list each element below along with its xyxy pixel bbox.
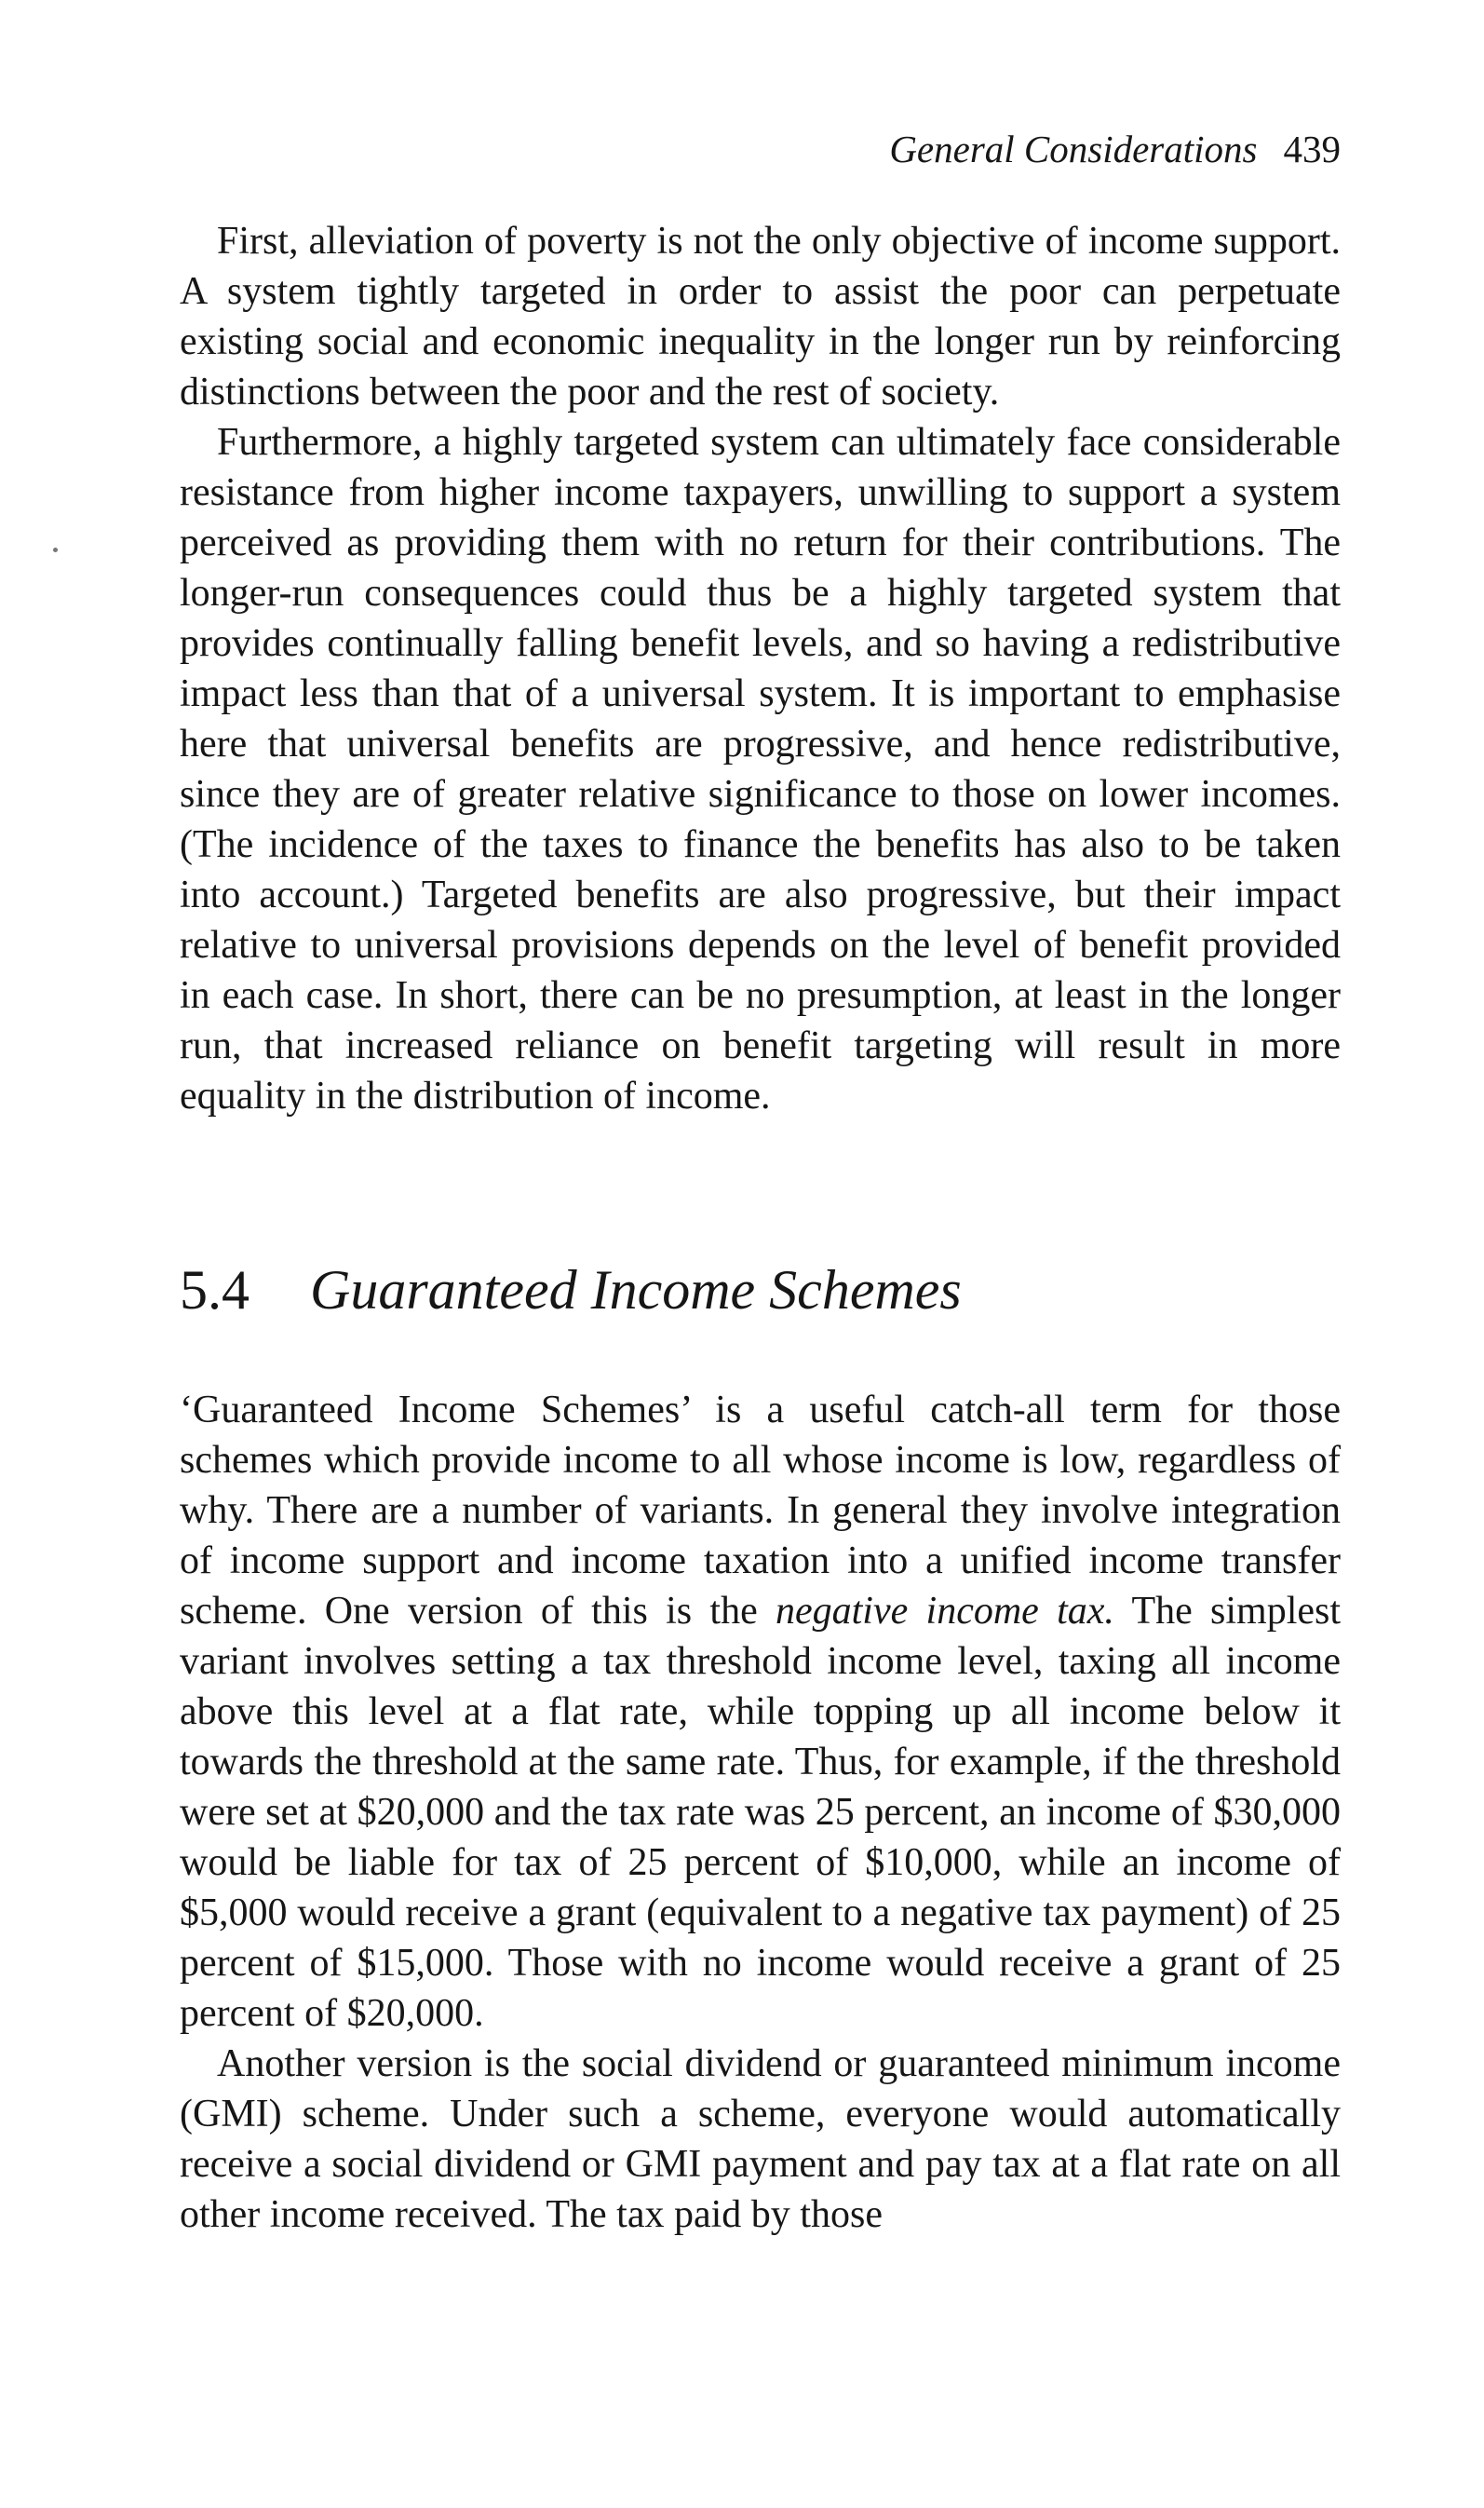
paragraph-guaranteed-income-part-1: ‘Guaranteed Income Schemes’ is a useful catch-all term for those schemes which provide income to all whose income is low, regardless of why. There are a number of variants. In general they involve integration of income support and income taxation into a unified income transfer scheme. One version of this is the — [180, 1389, 1341, 1633]
margin-dot — [53, 548, 58, 552]
section-title: Guaranteed Income Schemes — [310, 1259, 962, 1321]
section-heading — [180, 1253, 1341, 1327]
paragraph-guaranteed-income-part-2: The simplest variant involves setting a tax threshold income level, taxing all income above this level at a flat rate, while topping up all income below it towards the threshold at the same rate. Thus, for example, if the threshold were set at $20,000 and the tax rate was 25 percent, an income of $30,000 would be liable for tax of 25 percent of $10,000, while an income of $5,000 would receive a grant (equivalent to a negative tax payment) of 25 percent of $15,000. Those with no income would receive a grant of 25 percent of $20,000. — [180, 1590, 1342, 2035]
body-text-before-section — [180, 216, 1341, 1121]
page-number: 439 — [1283, 128, 1341, 170]
paragraph-guaranteed-income — [180, 1385, 1341, 2039]
paragraph-targeted-system: Furthermore, a highly targeted system can ultimately face considerable resistance from higher income taxpayers, unwilling to support a system perceived as providing them with no return for their contributions. The longer-run consequences could thus be a highly targeted system that provides continually falling benefit levels, and so having a redistributive impact less than that of a universal system. It is important to emphasise here that universal benefits are progressive, and hence redistributive, since they are of greater relative significance to those on lower incomes. (The incidence of the taxes to finance the benefits has also to be taken into account.) Targeted benefits are also progressive, but their impact relative to universal provisions depends on the level of benefit provided in each case. In short, there can be no presumption, at least in the longer run, that increased reliance on benefit targeting will result in more equality in the distribution of income. — [180, 421, 1341, 1118]
paragraph-poverty-objective: First, alleviation of poverty is not the only objective of income support. A system tightly targeted in order to assist the poor can perpetuate existing social and economic inequality in the longer run by reinforcing distinctions between the poor and the rest of society. — [180, 220, 1341, 413]
body-text-section — [180, 1385, 1341, 2240]
running-head-title: General Considerations — [889, 128, 1258, 170]
section-number: 5.4 — [180, 1259, 250, 1321]
paragraph-social-dividend: Another version is the social dividend or guaranteed minimum income (GMI) scheme. Under such a scheme, everyone would automatically receive a social dividend or GMI payment and pay tax at a flat rate on all other income received. The tax paid by those — [180, 2042, 1341, 2236]
running-head — [180, 123, 1341, 175]
term-negative-income-tax: negative income tax. — [776, 1590, 1114, 1633]
